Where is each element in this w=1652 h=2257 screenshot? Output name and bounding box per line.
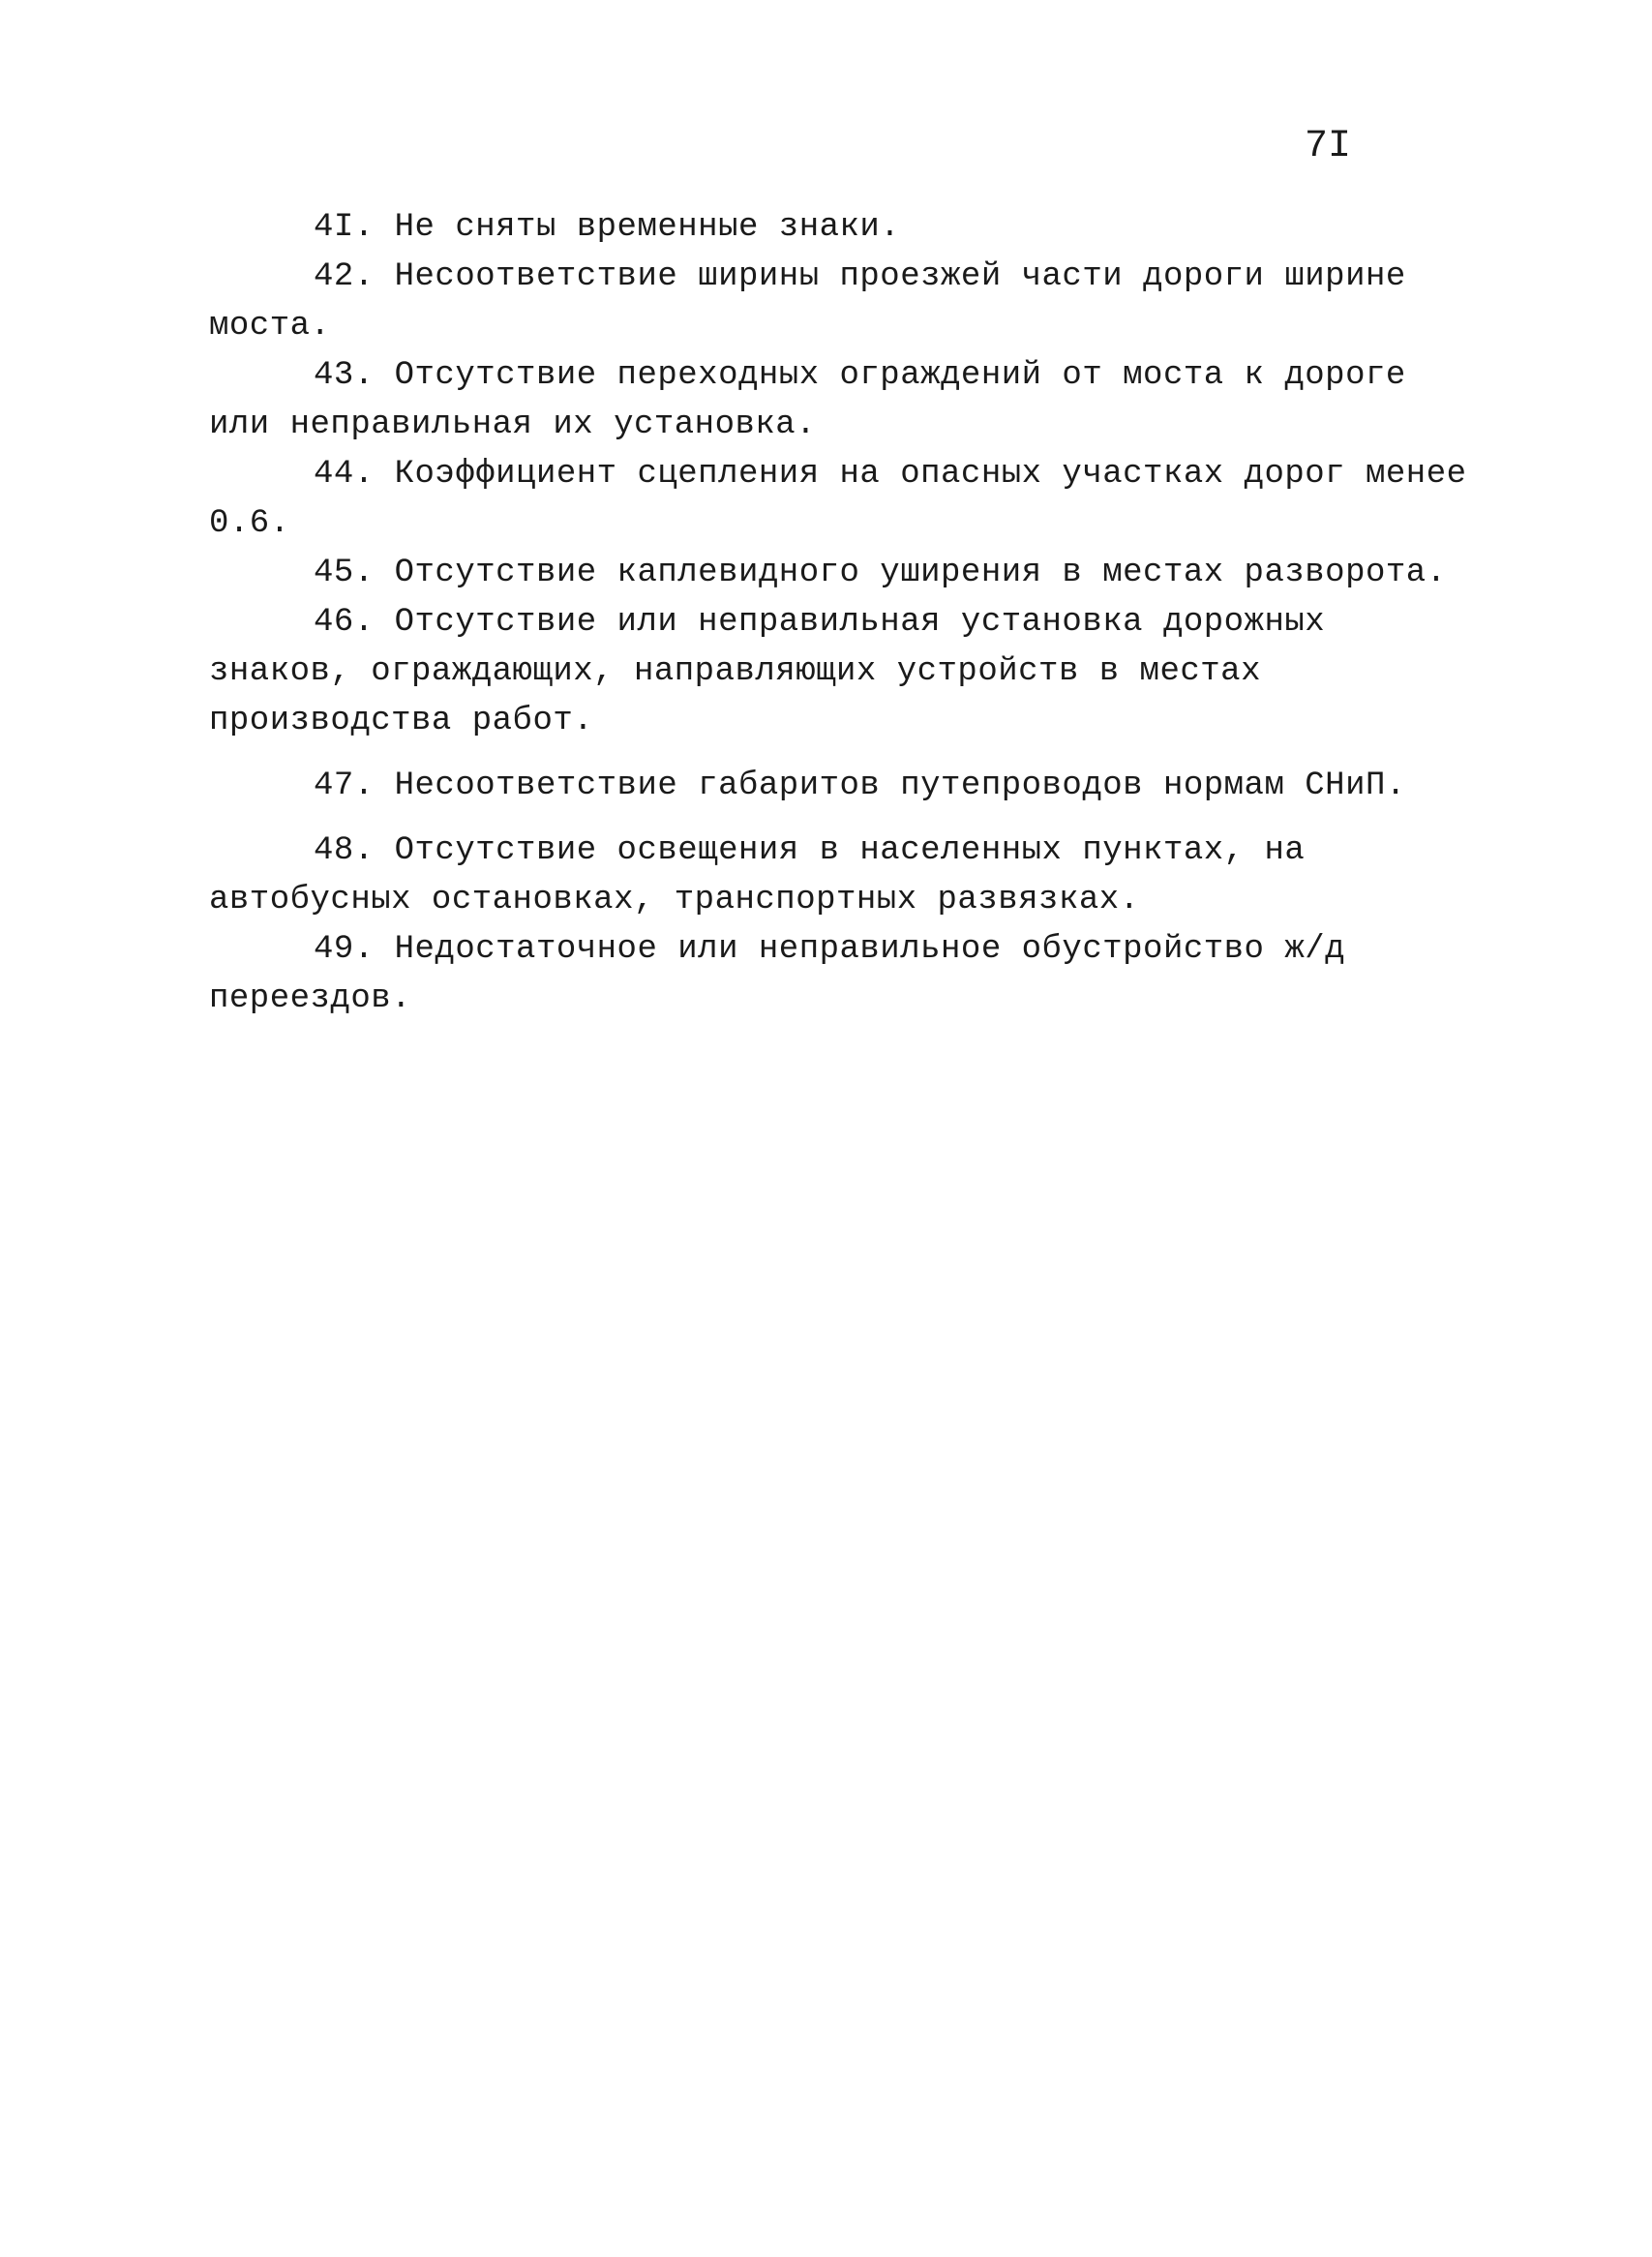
item-text: Недостаточное или неправильное обустройство ж/д переездов. (209, 931, 1346, 1017)
item-text: Несоответствие ширины проезжей части дороги ширине моста. (209, 258, 1406, 345)
list-item (209, 827, 1467, 925)
list-item (209, 598, 1467, 746)
list-item (209, 925, 1467, 1024)
item-text: Несоответствие габаритов путепроводов нормам СНиП. (374, 767, 1406, 804)
list-item (209, 253, 1467, 351)
item-number: 44. (314, 456, 375, 493)
item-number: 46. (314, 604, 375, 641)
item-number: 49. (314, 931, 375, 968)
list-item (209, 549, 1467, 598)
list-item (209, 450, 1467, 549)
item-number: 45. (314, 555, 375, 591)
item-text: Отсутствие каплевидного уширения в местах разворота. (374, 555, 1447, 591)
item-text: Не сняты временные знаки. (374, 209, 901, 246)
item-text: Отсутствие или неправильная установка дорожных знаков, ограждающих, направляющих устройств в местах производства работ. (209, 604, 1326, 739)
item-text: Коэффициент сцепления на опасных участках дорог менее 0.6. (209, 456, 1467, 542)
page-number: 7I (1305, 125, 1352, 168)
list-item (209, 762, 1467, 811)
item-text: Отсутствие переходных ограждений от моста к дороге или неправильная их установка. (209, 357, 1406, 443)
list-item (209, 203, 1467, 253)
item-list (209, 203, 1467, 1024)
item-number: 4I. (314, 209, 375, 246)
item-number: 48. (314, 832, 375, 869)
item-number: 43. (314, 357, 375, 394)
list-item (209, 351, 1467, 450)
item-number: 47. (314, 767, 375, 804)
item-text: Отсутствие освещения в населенных пунктах, на автобусных остановках, транспортных развязках. (209, 832, 1306, 918)
item-number: 42. (314, 258, 375, 295)
